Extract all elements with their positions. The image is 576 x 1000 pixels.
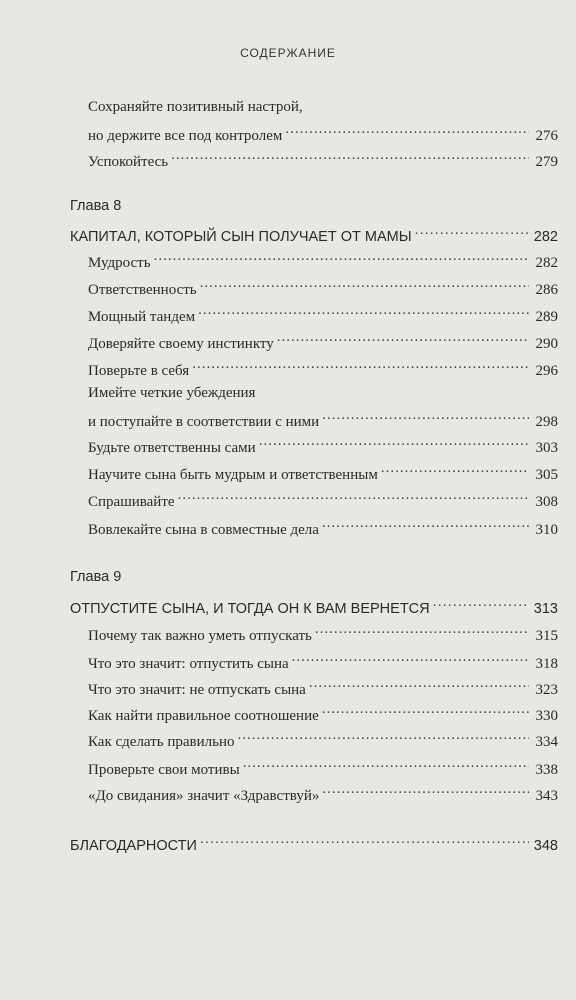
toc-entry-page: 276 bbox=[535, 128, 558, 144]
toc-entry-page: 282 bbox=[535, 255, 558, 271]
toc-leader-dots bbox=[200, 276, 529, 294]
toc-entry[interactable] bbox=[88, 676, 558, 699]
chapter-page: 313 bbox=[533, 601, 558, 617]
toc-leader-dots bbox=[171, 148, 529, 166]
toc-entry-title: «До свидания» значит «Здравствуй» bbox=[88, 788, 320, 804]
toc-entry[interactable] bbox=[88, 330, 558, 353]
toc-entry-title: Что это значит: отпустить сына bbox=[88, 656, 289, 672]
toc-entry[interactable] bbox=[88, 516, 558, 539]
toc-entry-page: 296 bbox=[535, 363, 558, 379]
toc-entry-title: Мощный тандем bbox=[88, 309, 196, 325]
toc-entry-title: Поверьте в себя bbox=[88, 363, 190, 379]
toc-entry-title: Проверьте свои мотивы bbox=[88, 762, 240, 778]
toc-entry-line1: Сохраняйте позитивный настрой, bbox=[88, 99, 303, 115]
toc-entry[interactable] bbox=[88, 148, 558, 171]
toc-entry-title: и поступайте в соответствии с ними bbox=[88, 414, 320, 430]
toc-entry[interactable] bbox=[88, 782, 558, 805]
toc-entry-title: Успокойтесь bbox=[88, 154, 169, 170]
toc-entry-page: 315 bbox=[535, 628, 558, 644]
toc-leader-dots bbox=[200, 832, 529, 850]
toc-entry-title: Вовлекайте сына в совместные дела bbox=[88, 522, 319, 538]
toc-entry-page: 289 bbox=[535, 309, 558, 325]
toc-entry-page: 338 bbox=[535, 762, 558, 778]
toc-leader-dots bbox=[154, 249, 529, 267]
toc-entry[interactable] bbox=[88, 488, 558, 511]
toc-leader-dots bbox=[198, 303, 529, 321]
toc-entry-title: Научите сына быть мудрым и ответственным bbox=[88, 467, 378, 483]
toc-leader-dots bbox=[277, 330, 529, 348]
chapter-label: Глава 8 bbox=[70, 198, 122, 214]
toc-entry-page: 286 bbox=[535, 282, 558, 298]
toc-entry-title: Доверяйте своему инстинкту bbox=[88, 336, 274, 352]
toc-entry-line1: Имейте четкие убеждения bbox=[88, 385, 256, 401]
acknowledgements-title: БЛАГОДАРНОСТИ bbox=[70, 838, 197, 854]
toc-entry[interactable] bbox=[88, 702, 558, 725]
toc-entry[interactable] bbox=[88, 122, 558, 145]
toc-entry-title: Спрашивайте bbox=[88, 494, 175, 510]
page-header: СОДЕРЖАНИЕ bbox=[240, 46, 336, 60]
toc-entry[interactable] bbox=[88, 357, 558, 380]
toc-entry[interactable] bbox=[88, 728, 558, 751]
toc-entry-page: 298 bbox=[535, 414, 558, 430]
toc-entry[interactable] bbox=[88, 303, 558, 326]
acknowledgements-page: 348 bbox=[533, 838, 558, 854]
toc-entry-title: Мудрость bbox=[88, 255, 151, 271]
toc-entry-title: Будьте ответственны сами bbox=[88, 440, 256, 456]
chapter-title: ОТПУСТИТЕ СЫНА, И ТОГДА ОН К ВАМ ВЕРНЕТСЯ bbox=[70, 601, 430, 617]
toc-leader-dots bbox=[178, 488, 529, 506]
acknowledgements-entry[interactable] bbox=[70, 832, 558, 855]
toc-entry[interactable] bbox=[88, 461, 558, 484]
chapter-label: Глава 9 bbox=[70, 569, 122, 585]
toc-leader-dots bbox=[238, 728, 530, 746]
chapter-page: 282 bbox=[533, 229, 558, 245]
toc-entry-title: Почему так важно уметь отпускать bbox=[88, 628, 312, 644]
toc-leader-dots bbox=[309, 676, 529, 694]
toc-entry-page: 279 bbox=[535, 154, 558, 170]
toc-entry-page: 308 bbox=[535, 494, 558, 510]
toc-leader-dots bbox=[415, 223, 529, 241]
toc-entry-page: 330 bbox=[535, 708, 558, 724]
chapter-entry[interactable] bbox=[70, 595, 558, 618]
toc-entry[interactable] bbox=[88, 408, 558, 431]
toc-entry-title: Что это значит: не отпускать сына bbox=[88, 682, 306, 698]
toc-entry-page: 343 bbox=[535, 788, 558, 804]
toc-leader-dots bbox=[292, 650, 529, 668]
toc-leader-dots bbox=[381, 461, 529, 479]
toc-entry-title: но держите все под контролем bbox=[88, 128, 283, 144]
toc-leader-dots bbox=[322, 702, 529, 720]
chapter-entry[interactable] bbox=[70, 223, 558, 246]
toc-entry[interactable] bbox=[88, 434, 558, 457]
toc-entry[interactable] bbox=[88, 622, 558, 645]
toc-entry-title: Как найти правильное соотношение bbox=[88, 708, 319, 724]
toc-entry[interactable] bbox=[88, 650, 558, 673]
toc-entry-title: Как сделать правильно bbox=[88, 734, 235, 750]
toc-entry-page: 334 bbox=[535, 734, 558, 750]
toc-entry-page: 310 bbox=[535, 522, 558, 538]
toc-leader-dots bbox=[322, 408, 529, 426]
toc-leader-dots bbox=[322, 782, 529, 800]
toc-entry-page: 305 bbox=[535, 467, 558, 483]
toc-leader-dots bbox=[243, 756, 529, 774]
toc-entry-page: 323 bbox=[535, 682, 558, 698]
toc-entry-page: 290 bbox=[535, 336, 558, 352]
toc-leader-dots bbox=[259, 434, 529, 452]
toc-entry-page: 303 bbox=[535, 440, 558, 456]
toc-entry[interactable] bbox=[88, 249, 558, 272]
toc-leader-dots bbox=[433, 595, 529, 613]
toc-leader-dots bbox=[322, 516, 529, 534]
chapter-title: КАПИТАЛ, КОТОРЫЙ СЫН ПОЛУЧАЕТ ОТ МАМЫ bbox=[70, 229, 412, 245]
toc-entry-title: Ответственность bbox=[88, 282, 197, 298]
toc-leader-dots bbox=[192, 357, 529, 375]
toc-entry[interactable] bbox=[88, 756, 558, 779]
toc-leader-dots bbox=[315, 622, 529, 640]
toc-entry-page: 318 bbox=[535, 656, 558, 672]
toc-entry[interactable] bbox=[88, 276, 558, 299]
toc-leader-dots bbox=[285, 122, 529, 140]
